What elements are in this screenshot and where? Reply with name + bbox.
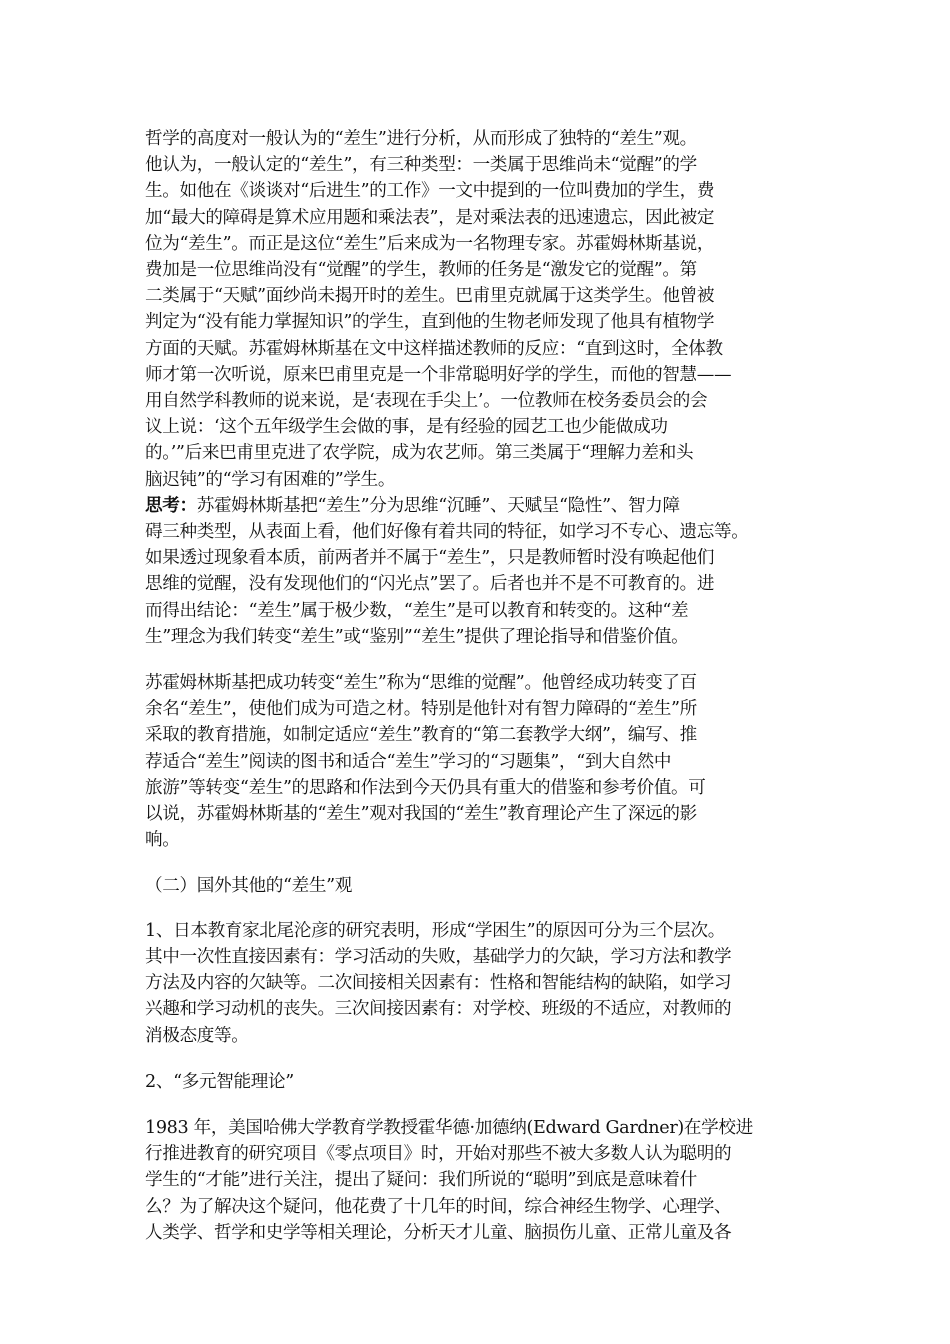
- heading-text: （二）国外其他的“差生”观: [145, 876, 352, 897]
- text-line: 的。’”后来巴甫里克进了农学院，成为农艺师。第三类属于“理解力差和头: [145, 443, 694, 464]
- text-line: 方法及内容的欠缺等。二次间接相关因素有：性格和智能结构的缺陷，如学习: [145, 973, 732, 994]
- text-line: 二类属于“天赋”面纱尚未揭开时的差生。巴甫里克就属于这类学生。他曾被: [145, 286, 715, 307]
- heading-text: 2、“多元智能理论”: [145, 1071, 294, 1092]
- text-line: 生”理念为我们转变“差生”或“鉴别”“差生”提供了理论指导和借鉴价值。: [145, 626, 689, 647]
- paragraph-gardner: [145, 1115, 810, 1246]
- text-line: 学生的“才能”进行关注，提出了疑问：我们所说的“聪明”到底是意味着什: [145, 1170, 697, 1191]
- text-line: 么？为了解决这个疑问，他花费了十几年的时间，综合神经生物学、心理学、: [145, 1196, 732, 1217]
- text-line: 余名“差生”，使他们成为可造之材。特别是他针对有智力障碍的“差生”所: [145, 699, 697, 720]
- text-line: 判定为“没有能力掌握知识”的学生，直到他的生物老师发现了他具有植物学: [145, 312, 715, 333]
- paragraph-suhomlinsky-types: [145, 126, 810, 493]
- text-line: 方面的天赋。苏霍姆林斯基在文中这样描述教师的反应：“直到这时，全体教: [145, 338, 723, 359]
- text-line: 兴趣和学习动机的丧失。三次间接因素有：对学校、班级的不适应，对教师的: [145, 999, 732, 1020]
- text-line: 思维的觉醒，没有发现他们的“闪光点”罢了。后者也并不是不可教育的。进: [145, 574, 715, 595]
- text-line: 消极态度等。: [145, 1025, 249, 1046]
- text-line: 苏霍姆林斯基把成功转变“差生”称为“思维的觉醒”。他曾经成功转变了百: [145, 673, 697, 694]
- reflection-label: 思考：: [145, 494, 197, 516]
- text-line: 费加是一位思维尚没有“觉醒”的学生，教师的任务是“激发它的觉醒”。第: [145, 260, 697, 281]
- text-line: 旅游”等转变“差生”的思路和作法到今天仍具有重大的借鉴和参考价值。可: [145, 777, 706, 798]
- paragraph-kitao-research: [145, 918, 810, 1049]
- text-line: 生。如他在《谈谈对“后进生”的工作》一文中提到的一位叫费加的学生，费: [145, 181, 715, 202]
- text-line: 以说，苏霍姆林斯基的“差生”观对我国的“差生”教育理论产生了深远的影: [145, 804, 697, 825]
- text-line: 其中一次性直接因素有：学习活动的失败，基础学力的欠缺，学习方法和教学: [145, 946, 732, 967]
- text-line: 采取的教育措施，如制定适应“差生”教育的“第二套教学大纲”，编写、推: [145, 725, 697, 746]
- section-heading-foreign-views: [145, 873, 810, 899]
- text-line: 议上说：‘这个五年级学生会做的事，是有经验的园艺工也少能做成功: [145, 417, 668, 438]
- text-line: 如果透过现象看本质，前两者并不属于“差生”，只是教师暂时没有唤起他们: [145, 548, 715, 569]
- text-line: 哲学的高度对一般认为的“差生”进行分析，从而形成了独特的“差生”观。: [145, 129, 697, 149]
- text-line: 荐适合“差生”阅读的图书和适合“差生”学习的“习题集”，“到大自然中: [145, 751, 672, 772]
- text-line: 响。: [145, 830, 180, 851]
- text-line: 1983 年，美国哈佛大学教育学教授霍华德·加德纳(Edward Gardner)在学校进: [145, 1117, 753, 1138]
- document-page: [145, 126, 810, 1246]
- text-line: 1、日本教育家北尾沦彦的研究表明，形成“学困生”的原因可分为三个层次。: [145, 920, 725, 941]
- text-line: 行推进教育的研究项目《零点项目》时，开始对那些不被大多数人认为聪明的: [145, 1144, 732, 1165]
- text-line: 师才第一次听说，原来巴甫里克是一个非常聪明好学的学生，而他的智慧——: [145, 364, 732, 385]
- paragraph-reflection: [145, 493, 810, 650]
- paragraph-thinking-awakening: [145, 670, 810, 853]
- text-line: 位为“差生”。而正是这位“差生”后来成为一名物理专家。苏霍姆林斯基说，: [145, 233, 715, 254]
- text-line: 碍三种类型，从表面上看，他们好像有着共同的特征，如学习不专心、遗忘等。: [145, 522, 749, 543]
- text-line: 人类学、哲学和史学等相关理论，分析天才儿童、脑损伤儿童、正常儿童及各: [145, 1222, 732, 1243]
- text-line: 加“最大的障碍是算术应用题和乘法表”，是对乘法表的迅速遗忘，因此被定: [145, 207, 715, 228]
- text-line: 用自然学科教师的说来说，是‘表现在手尖上’。一位教师在校务委员会的会: [145, 391, 708, 412]
- text-line: 苏霍姆林斯基把“差生”分为思维“沉睡”、天赋呈“隐性”、智力障: [196, 495, 680, 516]
- text-line: 他认为，一般认定的“差生”，有三种类型：一类属于思维尚未“觉醒”的学: [145, 155, 697, 176]
- text-line: 而得出结论：“差生”属于极少数，“差生”是可以教育和转变的。这种“差: [145, 600, 689, 621]
- text-line: 脑迟钝”的“学习有困难的”学生。: [145, 469, 396, 490]
- section-heading-multiple-intelligences: [145, 1069, 810, 1095]
